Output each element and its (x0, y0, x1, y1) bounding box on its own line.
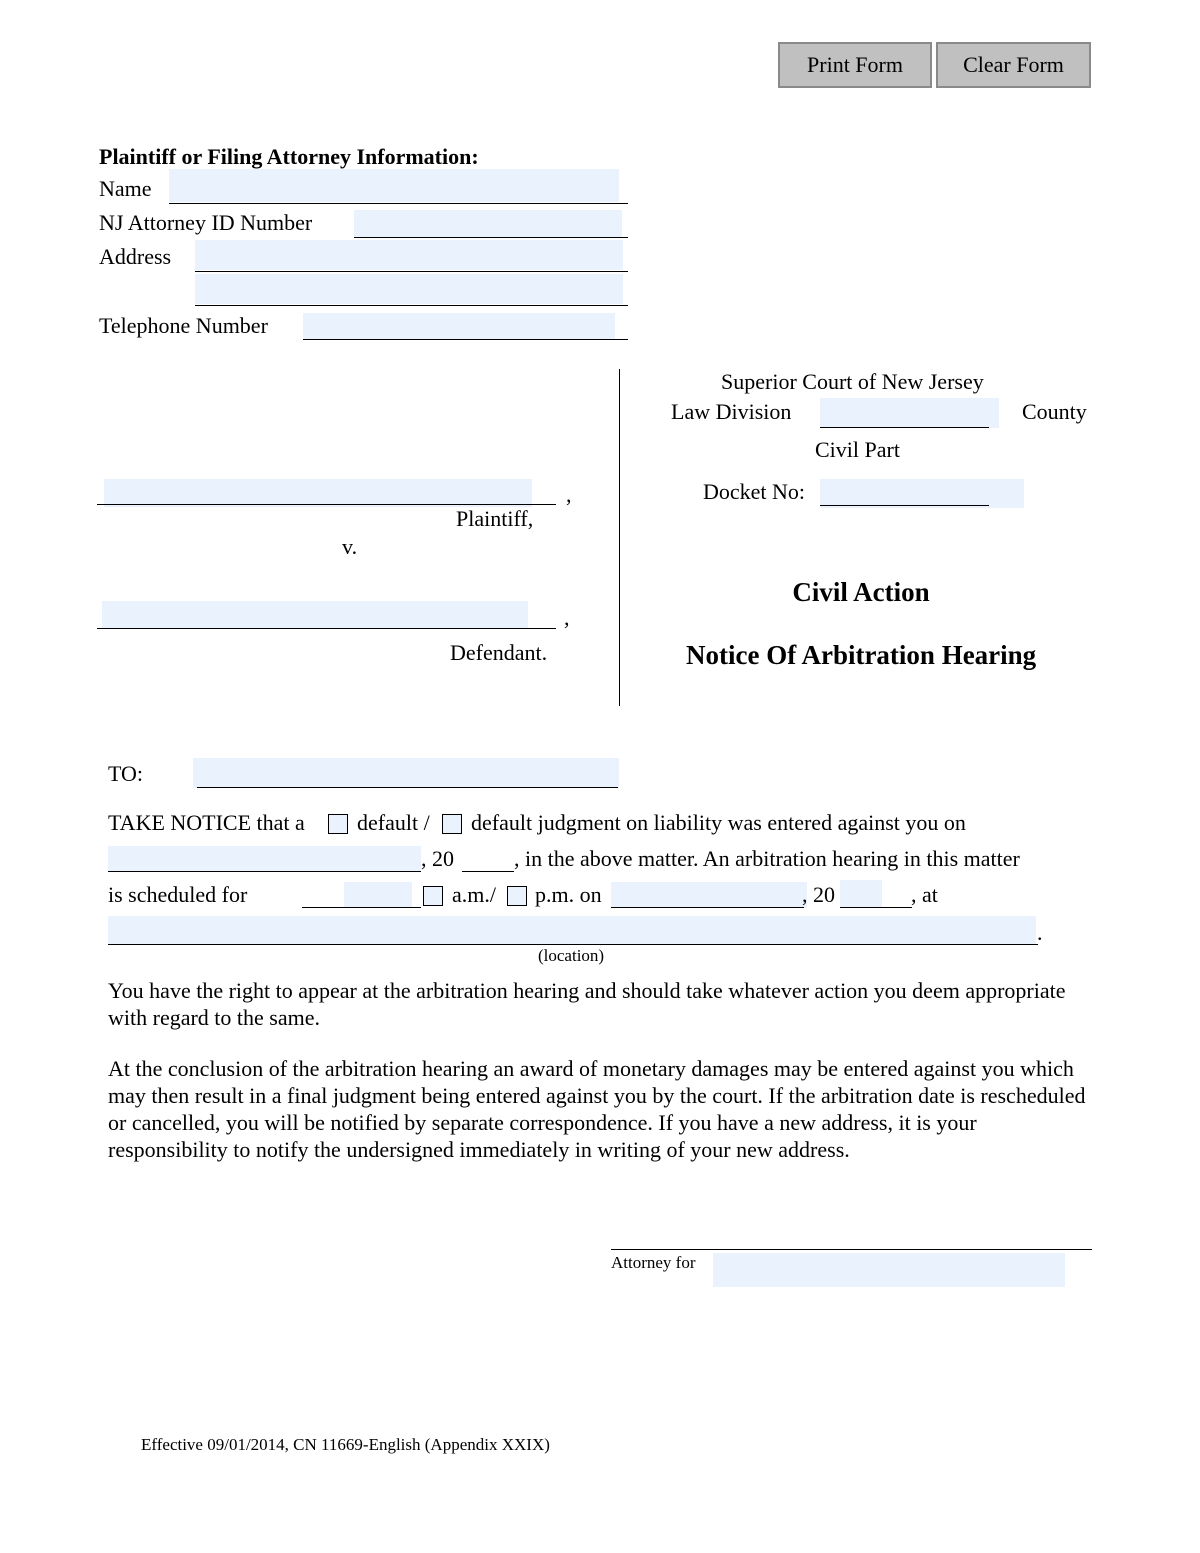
year-prefix-1: , 20 (421, 846, 454, 871)
defendant-comma: , (564, 605, 570, 630)
docket-label: Docket No: (703, 479, 806, 504)
address-label: Address (99, 244, 172, 269)
clear-form-button[interactable]: Clear Form (936, 42, 1091, 88)
name-field[interactable] (169, 169, 619, 202)
hearing-time-field[interactable] (344, 882, 412, 908)
address-line1-underline (195, 271, 628, 272)
location-field[interactable] (108, 916, 1036, 945)
pm-checkbox[interactable] (507, 886, 527, 906)
defendant-name-field[interactable] (102, 601, 528, 629)
hearing-year-underline (840, 907, 912, 908)
plaintiff-name-field[interactable] (104, 479, 532, 507)
conclusion-paragraph: At the conclusion of the arbitration hearing an award of monetary damages may be entered against you which may then result in a final judgment being entered against you by the court. If the arbitration date is rescheduled or cancelled, you will be notified by separate correspondence. If you have a new address, it is your responsibility to notify the undersigned immediately in writing of your new address. (108, 1056, 1086, 1162)
telephone-label: Telephone Number (99, 313, 268, 338)
default-checkbox[interactable] (328, 814, 348, 834)
caption-divider (619, 369, 620, 706)
to-label: TO: (108, 761, 144, 786)
address-line2-field[interactable] (195, 274, 623, 304)
telephone-field[interactable] (303, 313, 615, 339)
judgment-year-field[interactable] (462, 846, 514, 871)
line2-text: , in the above matter. An arbitration hearing in this matter (514, 846, 1020, 871)
telephone-underline (303, 339, 628, 340)
civil-action-title: Civil Action (792, 577, 930, 607)
hearing-date-underline (611, 907, 804, 908)
location-label: (location) (538, 946, 605, 965)
location-underline (108, 944, 1038, 945)
judgment-date-underline (108, 871, 421, 872)
to-underline (197, 787, 618, 788)
plaintiff-comma: , (566, 482, 572, 507)
hearing-year-field[interactable] (840, 880, 882, 907)
default-judgment-checkbox[interactable] (442, 814, 462, 834)
attorney-info-heading: Plaintiff or Filing Attorney Information: (99, 144, 479, 169)
plaintiff-underline (97, 504, 556, 505)
footer-effective: Effective 09/01/2014, CN 11669-English (Appendix XXIX) (141, 1435, 550, 1454)
print-form-button[interactable]: Print Form (778, 42, 932, 88)
hearing-time-underline (302, 907, 421, 908)
right-to-appear-paragraph: You have the right to appear at the arbitration hearing and should take whatever action you deem appropriate with regard to the same. (108, 978, 1066, 1030)
law-division-label: Law Division (671, 399, 792, 424)
default-label: default / (357, 810, 430, 835)
plaintiff-label: Plaintiff, (456, 506, 534, 531)
docket-underline (820, 505, 989, 506)
county-underline (820, 427, 989, 428)
default-judgment-label: default judgment on liability was entered against you on (471, 810, 966, 835)
attorney-id-underline (354, 237, 628, 238)
docket-number-field[interactable] (820, 479, 1024, 508)
court-name: Superior Court of New Jersey (721, 369, 984, 394)
pm-label: p.m. on (535, 882, 602, 907)
judgment-year-underline (462, 871, 514, 872)
at-label: , at (911, 882, 938, 907)
notice-title: Notice Of Arbitration Hearing (686, 640, 1037, 670)
am-checkbox[interactable] (423, 886, 443, 906)
year-prefix-2: , 20 (802, 882, 835, 907)
defendant-label: Defendant. (450, 640, 548, 665)
versus-label: v. (342, 534, 358, 559)
signature-line (611, 1249, 1092, 1250)
name-underline (169, 203, 628, 204)
defendant-underline (97, 628, 556, 629)
attorney-id-label: NJ Attorney ID Number (99, 210, 313, 235)
scheduled-for-label: is scheduled for (108, 882, 248, 907)
attorney-id-field[interactable] (354, 210, 622, 237)
attorney-for-field[interactable] (713, 1253, 1065, 1287)
location-period: . (1037, 920, 1043, 945)
county-field[interactable] (820, 398, 999, 428)
attorney-for-label: Attorney for (611, 1253, 696, 1272)
civil-part-label: Civil Part (815, 437, 900, 462)
hearing-date-field[interactable] (611, 882, 807, 908)
to-field[interactable] (193, 758, 619, 788)
address-line1-field[interactable] (195, 240, 623, 270)
take-notice-text: TAKE NOTICE that a (108, 810, 305, 835)
am-label: a.m./ (452, 882, 496, 907)
address-line2-underline (195, 305, 628, 306)
county-label: County (1022, 399, 1087, 424)
name-label: Name (99, 176, 152, 201)
judgment-date-field[interactable] (108, 846, 421, 872)
